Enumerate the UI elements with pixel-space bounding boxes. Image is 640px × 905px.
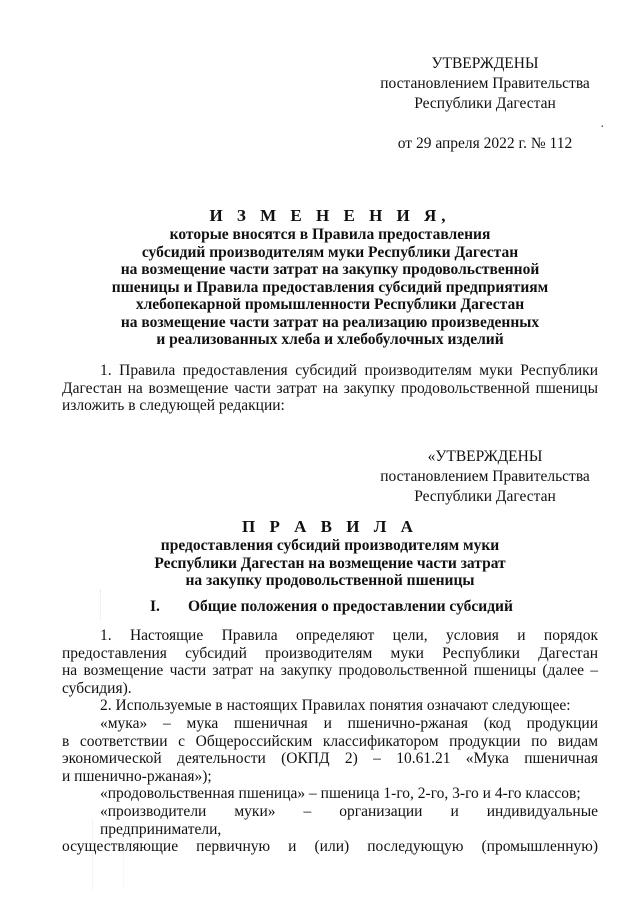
body-line: экономической деятельности (ОКПД 2) – 10.61.21 «Мука пшеничная — [62, 750, 598, 768]
approval-government: Республики Дагестан — [414, 488, 556, 505]
changes-subtitle — [60, 226, 600, 349]
changes-subtitle-line: и реализованных хлеба и хлебобулочных изделий — [156, 331, 504, 348]
body-line: 2. Используемые в настоящих Правилах понятия означают следующее: — [100, 697, 571, 715]
approval-block-rules — [370, 447, 600, 507]
body-line: «продовольственная пшеница» – пшеница 1-го, 2-го, 3-го и 4-го классов; — [100, 785, 581, 803]
changes-subtitle-line: на возмещение части затрат на реализацию произведенных — [120, 313, 540, 331]
approval-by: постановлением Правительства — [380, 468, 590, 485]
changes-title: И З М Е Н Е Н И Я, — [209, 206, 451, 225]
changes-subtitle-line: пшеницы и Правила предоставления субсидий предприятиям — [111, 278, 549, 296]
approval-block-top — [370, 54, 600, 154]
section-heading — [150, 597, 513, 617]
changes-subtitle-line: на возмещение части затрат на закупку продовольственной — [120, 261, 540, 278]
paragraph-line: 1. Правила предоставления субсидий производителям муки Республики — [100, 362, 598, 379]
paragraph-1 — [62, 362, 598, 415]
body-line: «производители муки» – организации и индивидуальные предприниматели, — [100, 802, 598, 838]
rules-subtitle — [60, 537, 600, 590]
rules-subtitle-line: предоставления субсидий производителям муки — [160, 537, 500, 554]
approval-title: «УТВЕРЖДЕНЫ — [427, 448, 543, 465]
approval-date: от 29 апреля 2022 г. № 112 — [397, 135, 573, 152]
changes-subtitle-line: которые вносятся в Правила предоставления — [169, 226, 491, 243]
paragraph-line: изложить в следующей редакции: — [62, 397, 285, 415]
scan-mark: · — [600, 120, 605, 135]
changes-subtitle-line: хлебопекарной промышленности Республики Дагестан — [135, 296, 525, 313]
body-line: предоставления субсидий производителям муки Республики Дагестан — [62, 644, 598, 662]
section-title: Общие положения о предоставлении субсидий — [188, 598, 513, 615]
body-line: на возмещение части затрат на закупку продовольственной пшеницы (далее – — [62, 662, 598, 680]
rules-subtitle-line: на закупку продовольственной пшеницы — [185, 572, 475, 589]
paragraph-line: Дагестан на возмещение части затрат на закупку продовольственной пшеницы — [62, 379, 598, 397]
section-number: I. — [150, 598, 160, 615]
body-line: осуществляющие первичную и (или) последующую (промышленную) — [62, 838, 598, 856]
changes-subtitle-line: субсидий производителям муки Республики Дагестан — [141, 243, 519, 261]
body-line: в соответствии с Общероссийским классификатором продукции по видам — [62, 732, 598, 750]
rules-body — [62, 627, 598, 856]
approval-by: постановлением Правительства — [380, 75, 590, 92]
body-line: и пшенично-ржаная»); — [62, 767, 212, 785]
rules-subtitle-line: Республики Дагестан на возмещение части затрат — [154, 554, 506, 572]
scan-noise — [92, 820, 124, 890]
scan-noise — [100, 590, 141, 620]
body-line: 1. Настоящие Правила определяют цели, условия и порядок — [100, 627, 598, 644]
body-line: субсидия). — [62, 679, 132, 697]
approval-government: Республики Дагестан — [414, 95, 556, 112]
approval-title: УТВЕРЖДЕНЫ — [431, 55, 539, 72]
body-line: «мука» – мука пшеничная и пшенично-ржаная (код продукции — [100, 714, 598, 732]
rules-title: П Р А В И Л А — [242, 517, 418, 536]
